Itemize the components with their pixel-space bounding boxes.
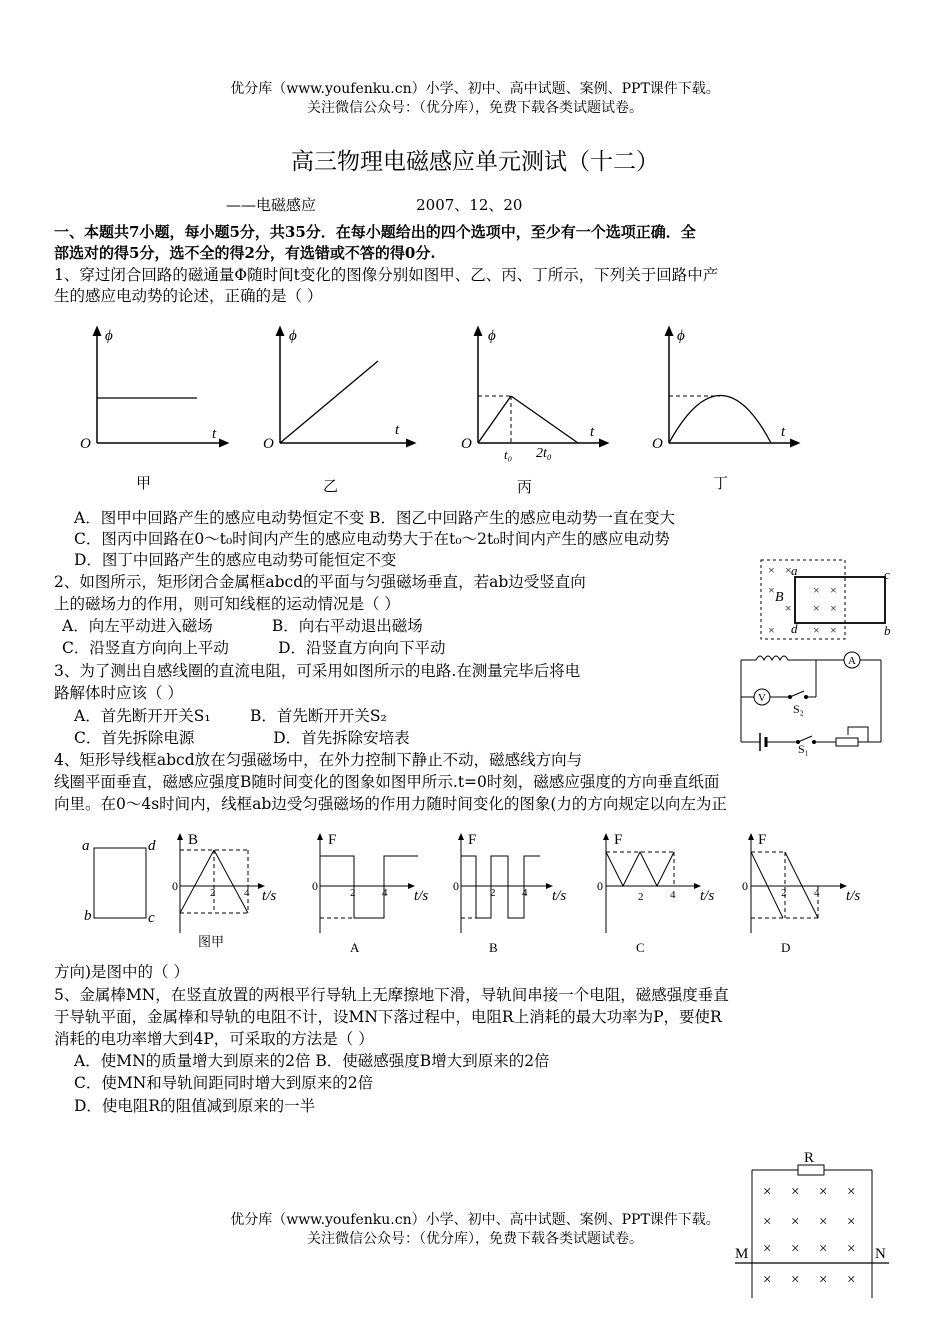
svg-text:×: ×: [791, 1241, 800, 1257]
q4-c-label: c: [148, 910, 155, 926]
svg-text:×: ×: [763, 1184, 772, 1200]
yi-phi-label: ϕ: [289, 328, 297, 344]
q5-r-label: R: [804, 1150, 815, 1166]
svg-text:2: 2: [210, 887, 216, 899]
q3-option-cd: C．首先拆除电源 D．首先拆除安培表: [74, 729, 410, 747]
q1-option-c: C．图丙中回路在0～t₀时间内产生的感应电动势大于在t₀～2t₀时间内产生的感应电动势: [74, 530, 670, 548]
q5-option-ab: A．使MN的质量增大到原来的2倍 B．使磁感强度B增大到原来的2倍: [74, 1052, 550, 1070]
svg-text:×: ×: [763, 1241, 772, 1257]
q2-stem-2: 上的磁场力的作用，则可知线框的运动情况是（ ）: [54, 595, 400, 613]
q2-b-label: B: [775, 590, 784, 605]
q4-a-label: a: [82, 838, 90, 854]
ding-phi-label: ϕ: [677, 328, 685, 344]
subtitle: ——电磁感应 2007、12、20: [226, 196, 523, 214]
q4-stem-2: 线圈平面垂直，磁感应强度B随时间变化的图象如图甲所示.t=0时刻，磁感应强度的方向垂直纸面: [54, 773, 720, 791]
q5-stem-2: 于导轨平面，金属棒和导轨的电阻不计，设MN下落过程中，电阻R上消耗的最大功率为P，要使R: [54, 1008, 722, 1026]
svg-text:4: 4: [670, 889, 676, 901]
svg-text:t/s: t/s: [700, 888, 715, 904]
yi-t-label: t: [395, 422, 400, 438]
footer-line-2: 关注微信公众号：（优分库），免费下载各类试题试卷。: [307, 1231, 643, 1247]
q3-circuit: [738, 647, 888, 757]
bing-caption: 丙: [517, 480, 533, 496]
ding-o-label: O: [652, 436, 663, 452]
q2-figure: [755, 557, 895, 647]
svg-text:t/s: t/s: [414, 888, 429, 904]
q5-n-label: N: [875, 1246, 886, 1262]
q3-ammeter-label: A: [848, 655, 856, 667]
q4-graph-jia: [172, 832, 276, 949]
q2-option-cd: C．沿竖直方向向上平动 D．沿竖直方向向下平动: [62, 639, 446, 657]
q3-stem-2: 路解体时应该（ ）: [54, 684, 183, 702]
svg-text:×: ×: [763, 1272, 772, 1288]
svg-text:0: 0: [597, 879, 603, 893]
q4-graph-c: [597, 832, 714, 955]
q1-option-ab: A．图甲中回路产生的感应电动势恒定不变 B．图乙中回路产生的感应电动势一直在变大: [74, 509, 676, 527]
svg-text:×: ×: [813, 583, 820, 597]
svg-text:×: ×: [768, 583, 775, 597]
svg-text:×: ×: [791, 1272, 800, 1288]
svg-text:×: ×: [819, 1241, 828, 1257]
q5-option-c: C．使MN和导轨间距同时增大到原来的2倍: [74, 1074, 374, 1092]
svg-text:×: ×: [830, 583, 837, 597]
svg-text:F: F: [468, 832, 477, 848]
svg-text:B: B: [489, 940, 498, 955]
svg-text:0: 0: [453, 879, 459, 893]
footer-line-1: 优分库（www.youfenku.cn）小学、初中、高中试题、案例、PPT课件下载。: [230, 1212, 720, 1228]
page-title: 高三物理电磁感应单元测试（十二）: [291, 149, 659, 175]
svg-text:F: F: [328, 832, 337, 848]
yi-caption: 乙: [323, 479, 339, 495]
q1-stem-1: 1、穿过闭合回路的磁通量Φ随时间t变化的图像分别如图甲、乙、丙、丁所示，下列关于回路中产: [54, 266, 719, 284]
svg-text:B: B: [188, 832, 199, 848]
q2-stem-1: 2、如图所示，矩形闭合金属框abcd的平面与匀强磁场垂直，若ab边受竖直向: [54, 573, 586, 591]
svg-text:A: A: [350, 940, 360, 955]
q5-stem-1: 5、金属棒MN，在竖直放置的两根平行导轨上无摩擦地下滑，导轨间串接一个电阻，磁感强度垂直: [54, 986, 729, 1004]
q2-c-label: c: [884, 567, 890, 582]
bing-t-label: t: [590, 424, 595, 440]
jia-caption: 甲: [136, 476, 152, 492]
q5-option-d: D．使电阻R的阻值减到原来的一半: [74, 1097, 316, 1115]
q1-option-d: D．图丁中回路产生的感应电动势可能恒定不变: [74, 551, 397, 569]
q5-m-label: M: [735, 1246, 749, 1262]
svg-text:×: ×: [830, 623, 837, 637]
q5-stem-3: 消耗的电功率增大到4P，可采取的方法是（ ）: [54, 1030, 374, 1048]
header-line-1: 优分库（www.youfenku.cn）小学、初中、高中试题、案例、PPT课件下载。: [230, 81, 720, 97]
svg-text:2: 2: [781, 887, 787, 899]
svg-text:×: ×: [785, 601, 792, 615]
svg-text:×: ×: [819, 1272, 828, 1288]
svg-text:×: ×: [791, 1214, 800, 1230]
bing-2t0-label: 2t₀: [536, 446, 552, 461]
section-instructions-2: 部选对的得5分，选不全的得2分，有选错或不答的得0分.: [54, 244, 436, 262]
svg-text:×: ×: [847, 1184, 856, 1200]
svg-text:图甲: 图甲: [198, 934, 225, 949]
bing-o-label: O: [461, 436, 472, 452]
bing-t0-label: t₀: [504, 447, 513, 462]
svg-text:×: ×: [813, 601, 820, 615]
q4-stem-1: 4、矩形导线框abcd放在匀强磁场中，在外力控制下静止不动，磁感线方向与: [54, 751, 583, 769]
svg-text:×: ×: [847, 1272, 856, 1288]
q4-b-label: b: [84, 908, 92, 924]
q4-graph-d: [742, 832, 860, 955]
yi-o-label: O: [263, 436, 274, 452]
section-instructions-1: 一、本题共7小题，每小题5分，共35分．在每小题给出的四个选项中，至少有一个选项正确．全: [54, 223, 696, 241]
svg-text:×: ×: [785, 563, 792, 577]
q4-stem-3: 向里。在0～4s时间内，线框ab边受匀强磁场的作用力随时间变化的图象(力的方向规定以向左为正: [54, 795, 727, 813]
jia-phi-label: ϕ: [105, 328, 113, 344]
svg-text:4: 4: [244, 887, 250, 899]
q1-graphs: [60, 318, 820, 503]
svg-text:0: 0: [312, 879, 318, 893]
ding-caption: 丁: [713, 476, 729, 492]
svg-text:F: F: [614, 832, 623, 848]
svg-text:t/s: t/s: [262, 888, 277, 904]
q3-s2-label: S₂: [793, 702, 804, 716]
svg-text:×: ×: [813, 623, 820, 637]
svg-text:×: ×: [768, 623, 775, 637]
q3-s1-label: S₁: [798, 742, 809, 756]
graph-jia: [80, 328, 225, 492]
svg-text:4: 4: [522, 887, 528, 899]
q4-stem-4: 方向)是图中的（ ）: [54, 963, 189, 981]
svg-text:0: 0: [172, 879, 178, 893]
svg-text:D: D: [781, 940, 791, 955]
svg-text:4: 4: [814, 887, 820, 899]
svg-text:t/s: t/s: [552, 888, 567, 904]
svg-text:C: C: [636, 940, 645, 955]
graph-ding: [652, 328, 796, 492]
q4-graph-a: [312, 832, 428, 955]
svg-text:2: 2: [490, 887, 496, 899]
svg-text:F: F: [758, 832, 767, 848]
graph-bing: [461, 328, 605, 496]
q2-option-ab: A．向左平动进入磁场 B．向右平动退出磁场: [62, 617, 423, 635]
svg-text:×: ×: [847, 1214, 856, 1230]
q3-voltmeter-label: V: [758, 692, 766, 704]
jia-o-label: O: [80, 436, 91, 452]
graph-yi: [263, 328, 412, 495]
header-line-2: 关注微信公众号：（优分库），免费下载各类试题试卷。: [307, 100, 643, 116]
svg-text:×: ×: [791, 1184, 800, 1200]
svg-text:0: 0: [742, 879, 748, 893]
svg-text:×: ×: [763, 1214, 772, 1230]
bing-phi-label: ϕ: [488, 328, 496, 344]
svg-text:2: 2: [350, 887, 356, 899]
svg-text:4: 4: [382, 887, 388, 899]
svg-text:×: ×: [830, 601, 837, 615]
ding-t-label: t: [781, 424, 786, 440]
jia-t-label: t: [212, 426, 217, 442]
q4-figures: [78, 828, 878, 960]
svg-text:×: ×: [847, 1241, 856, 1257]
q4-graph-b: [453, 832, 566, 955]
svg-text:t/s: t/s: [846, 888, 861, 904]
svg-text:×: ×: [768, 563, 775, 577]
svg-text:2: 2: [638, 891, 644, 903]
q3-option-ab: A．首先断开开关S₁ B．首先断开开关S₂: [74, 707, 387, 725]
q3-stem-1: 3、为了测出自感线圈的直流电阻，可采用如图所示的电路.在测量完毕后将电: [54, 662, 581, 680]
q2-b-corner-label: b: [884, 623, 891, 638]
svg-text:×: ×: [819, 1214, 828, 1230]
q2-a-label: a: [791, 563, 798, 578]
q1-stem-2: 生的感应电动势的论述，正确的是（ ）: [54, 287, 323, 305]
q4-d-label: d: [148, 838, 156, 854]
svg-text:×: ×: [819, 1184, 828, 1200]
q2-d-label: d: [791, 621, 798, 636]
